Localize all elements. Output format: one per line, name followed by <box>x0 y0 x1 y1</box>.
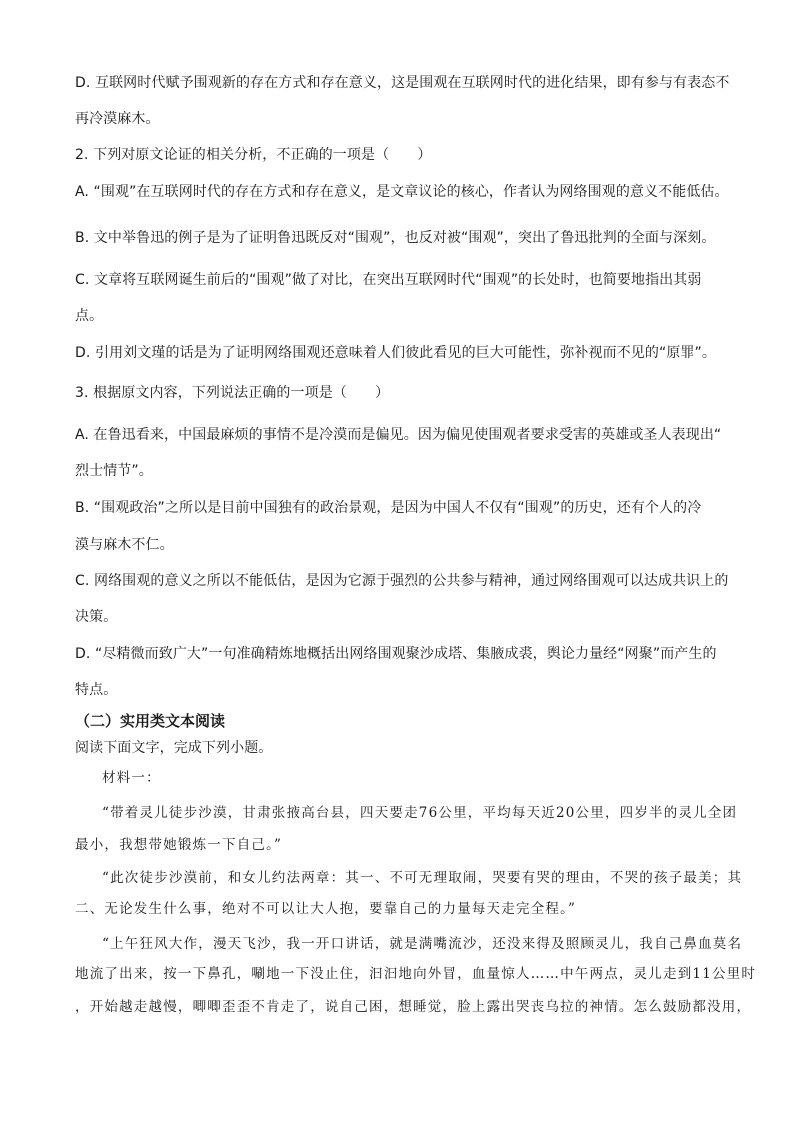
option-line: A. 在鲁迅看来，中国最麻烦的事情不是冷漠而是偏见。因为偏见使围观者要求受害的英雄或圣人表现出“ <box>75 427 722 443</box>
option-line: 决策。 <box>75 609 118 625</box>
material-line: “上午狂风大作，漫天飞沙，我一开口讲话，就是满嘴流沙，还没来得及照顾灵儿，我自己鼻血莫名 <box>102 936 743 952</box>
material-line: “此次徒步沙漠前，和女儿约法两章：其一、不可无理取闹，哭要有哭的理由，不哭的孩子最美；其 <box>102 870 743 886</box>
instruction-text: 阅读下面文字，完成下列小题。 <box>75 740 273 756</box>
option-line: 点。 <box>75 308 104 324</box>
material-line: 二、无论发生什么事，绝对不可以让大人抱，要靠自己的力量每天走完全程。” <box>75 901 577 917</box>
option-line: A. “围观”在互联网时代的存在方式和存在意义，是文章议论的核心，作者认为网络围观的意义不能低估。 <box>75 184 729 200</box>
option-line: D. 引用刘文瑾的话是为了证明网络围观还意味着人们彼此看见的巨大可能性，弥补视而不见的“原罪”。 <box>75 345 716 361</box>
option-line: C. 文章将互联网诞生前后的“围观”做了对比，在突出互联网时代“围观”的长处时，也简要地指出其弱 <box>75 272 702 288</box>
option-line: C. 网络围观的意义之所以不能低估，是因为它源于强烈的公共参与精神，通过网络围观可以达成共识上的 <box>75 573 729 589</box>
material-line: “带着灵儿徒步沙漠，甘肃张掖高台县，四天要走76公里，平均每天近20公里，四岁半的灵儿全团 <box>102 805 738 821</box>
question-line: 3. 根据原文内容，下列说法正确的一项是（ ） <box>75 385 390 401</box>
option-line: B. 文中举鲁迅的例子是为了证明鲁迅既反对“围观”，也反对被“围观”，突出了鲁迅批判的全面与深刻。 <box>75 230 716 246</box>
material-label: 材料一： <box>102 770 161 786</box>
option-line: D. “尽精微而致广大”一句准确精炼地概括出网络围观聚沙成塔、集腋成裘，舆论力量经“网聚”而产生的 <box>75 646 717 662</box>
question-line: 2. 下列对原文论证的相关分析，不正确的一项是（ ） <box>75 147 432 163</box>
option-line: 漠与麻木不仁。 <box>75 537 174 553</box>
material-line: 地流了出来，按一下鼻孔，唰地一下没止住，汩汩地向外冒，血量惊人……中午两点，灵儿走到11公里时 <box>75 966 757 982</box>
option-line: B. “围观政治”之所以是目前中国独有的政治景观，是因为中国人不仅有“围观”的历史，还有个人的冷 <box>75 500 702 516</box>
option-line: D. 互联网时代赋予围观新的存在方式和存在意义，这是围观在互联网时代的进化结果，即有参与有表态不 <box>75 75 730 91</box>
option-line: 特点。 <box>75 682 118 698</box>
option-line: 再冷漠麻木。 <box>75 111 160 127</box>
material-line: ，开始越走越慢，唧唧歪歪不肯走了，说自己困，想睡觉，脸上露出哭丧乌拉的神情。怎么鼓励都没用， <box>75 999 752 1015</box>
material-line: 最小，我想带她锻炼一下自己。” <box>75 837 283 853</box>
section-heading: （二）实用类文本阅读 <box>75 712 226 730</box>
option-line: 烈士情节”。 <box>75 463 153 479</box>
